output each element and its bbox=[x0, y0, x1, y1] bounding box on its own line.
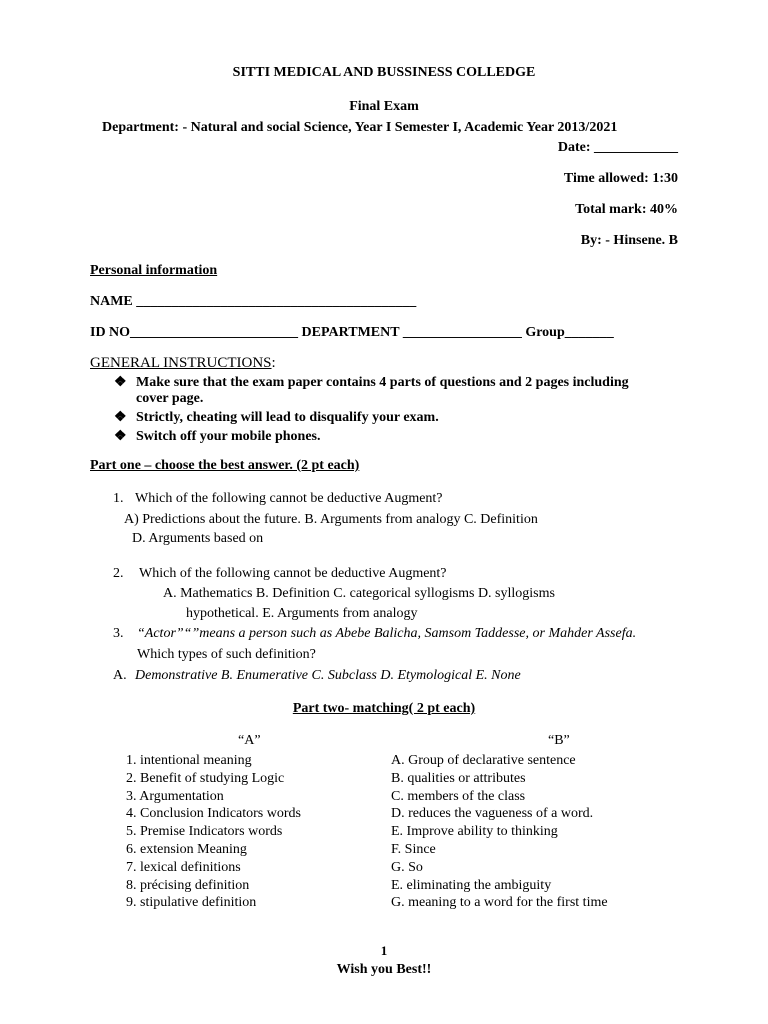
list-item: 5. Premise Indicators words bbox=[126, 824, 283, 840]
instruction-text: Switch off your mobile phones. bbox=[136, 429, 321, 444]
instruction-continuation: cover page. bbox=[136, 391, 204, 406]
list-item: E. eliminating the ambiguity bbox=[391, 877, 552, 893]
list-item: 8. précising definition bbox=[126, 877, 250, 893]
examiner-name: By: - Hinsene. B bbox=[580, 233, 678, 248]
instruction-text: Make sure that the exam paper contains 4 parts of questions and 2 pages including bbox=[136, 375, 629, 390]
closing-message: Wish you Best!! bbox=[336, 962, 432, 977]
question-3-text-cont: Which types of such definition? bbox=[137, 647, 316, 662]
question-1 bbox=[113, 491, 443, 507]
instructions-colon: : bbox=[271, 355, 276, 371]
instruction-item bbox=[114, 409, 439, 426]
department-line: Department: - Natural and social Science, Year I Semester I, Academic Year 2013/2021 bbox=[102, 120, 618, 135]
question-text: Which of the following cannot be deductive Augment? bbox=[135, 491, 443, 506]
question-2 bbox=[113, 566, 447, 582]
question-1-options: A) Predictions about the future. B. Arguments from analogy C. Definition bbox=[124, 512, 538, 527]
list-item: G. meaning to a word for the first time bbox=[391, 895, 608, 911]
column-a-list bbox=[126, 752, 301, 912]
college-title: SITTI MEDICAL AND BUSSINESS COLLEDGE bbox=[232, 65, 536, 80]
id-department-group-field: ID NO________________________ DEPARTMENT _________________ Group_______ bbox=[90, 325, 614, 340]
list-item: 6. extension Meaning bbox=[126, 841, 247, 857]
instruction-item bbox=[114, 428, 320, 445]
option-text: Demonstrative B. Enumerative C. Subclass D. Etymological E. None bbox=[135, 668, 521, 683]
question-number: 3. bbox=[113, 626, 124, 641]
instruction-item bbox=[114, 374, 629, 391]
question-text: Which of the following cannot be deductive Augment? bbox=[139, 566, 447, 581]
question-3 bbox=[113, 626, 636, 642]
personal-info-heading: Personal information bbox=[90, 263, 218, 278]
diamond-bullet-icon: ❖ bbox=[114, 375, 127, 390]
column-a-header: “A” bbox=[238, 733, 261, 748]
diamond-bullet-icon: ❖ bbox=[114, 410, 127, 425]
option-prefix: A. bbox=[113, 668, 127, 683]
list-item: G. So bbox=[391, 859, 423, 875]
question-number: 1. bbox=[113, 491, 124, 506]
list-item: D. reduces the vagueness of a word. bbox=[391, 806, 594, 822]
list-item: B. qualities or attributes bbox=[391, 770, 526, 786]
diamond-bullet-icon: ❖ bbox=[114, 429, 127, 444]
list-item: C. members of the class bbox=[391, 788, 526, 804]
list-item: E. Improve ability to thinking bbox=[391, 824, 558, 840]
list-item: 4. Conclusion Indicators words bbox=[126, 806, 301, 822]
part-one-heading: Part one – choose the best answer. (2 pt each) bbox=[90, 458, 360, 473]
list-item: 3. Argumentation bbox=[126, 788, 224, 804]
list-item: 9. stipulative definition bbox=[126, 895, 257, 911]
list-item: 2. Benefit of studying Logic bbox=[126, 770, 285, 786]
name-field: NAME ________________________________________ bbox=[90, 294, 417, 309]
instructions-heading-text: GENERAL INSTRUCTIONS bbox=[90, 355, 272, 371]
list-item: A. Group of declarative sentence bbox=[391, 753, 576, 768]
question-2-options-cont: hypothetical. E. Arguments from analogy bbox=[186, 606, 418, 621]
question-1-options-cont: D. Arguments based on bbox=[132, 531, 264, 546]
column-b-header: “B” bbox=[548, 733, 570, 748]
instructions-heading bbox=[90, 355, 276, 372]
time-allowed: Time allowed: 1:30 bbox=[563, 171, 678, 186]
column-b-list bbox=[391, 752, 608, 912]
question-2-options: A. Mathematics B. Definition C. categorical syllogisms D. syllogisms bbox=[163, 586, 555, 601]
list-item: 7. lexical definitions bbox=[126, 859, 241, 875]
exam-title: Final Exam bbox=[349, 99, 419, 114]
question-number: 2. bbox=[113, 566, 124, 581]
question-3-options bbox=[113, 668, 521, 684]
part-two-heading: Part two- matching( 2 pt each) bbox=[292, 701, 476, 716]
total-mark: Total mark: 40% bbox=[575, 202, 678, 217]
date-line: Date: ____________ bbox=[557, 140, 678, 155]
list-item: F. Since bbox=[391, 841, 436, 857]
page-number: 1 bbox=[380, 943, 388, 958]
list-item: 1. intentional meaning bbox=[126, 753, 252, 768]
instruction-text: Strictly, cheating will lead to disqualify your exam. bbox=[136, 410, 439, 425]
question-text: “Actor”“”means a person such as Abebe Balicha, Samsom Taddesse, or Mahder Assefa. bbox=[137, 626, 637, 641]
